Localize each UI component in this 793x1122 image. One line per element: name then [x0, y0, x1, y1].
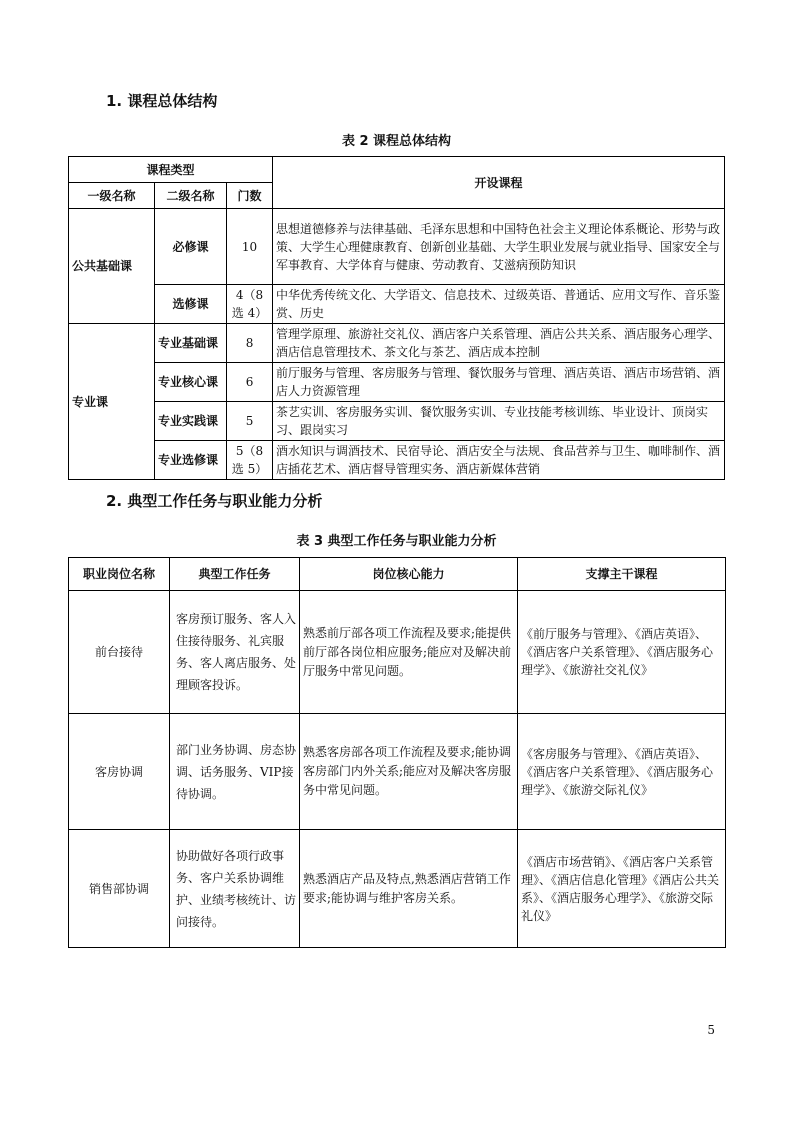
courses-cell: 前厅服务与管理、客房服务与管理、餐饮服务与管理、酒店英语、酒店市场营销、酒店人力资源管理 — [273, 363, 725, 402]
header-support-courses: 支撑主干课程 — [518, 558, 726, 591]
table-row — [69, 402, 725, 441]
ability-cell: 熟悉酒店产品及特点,熟悉酒店营销工作要求;能协调与维护客房关系。 — [300, 830, 518, 948]
table2-caption: 表 2 课程总体结构 — [341, 134, 452, 149]
course-structure-table — [68, 156, 725, 480]
level2-cell: 必修课 — [155, 209, 227, 285]
position-cell: 客房协调 — [69, 714, 170, 830]
support-courses-cell: 《前厅服务与管理》、《酒店英语》、《酒店客户关系管理》、《酒店服务心理学》、《旅游社交礼仪》 — [518, 591, 726, 714]
level2-cell: 专业核心课 — [155, 363, 227, 402]
courses-cell: 酒水知识与调酒技术、民宿导论、酒店安全与法规、食品营养与卫生、咖啡制作、酒店插花艺术、酒店督导管理实务、酒店新媒体营销 — [273, 441, 725, 480]
count-cell: 5（8选 5） — [227, 441, 273, 480]
level1-cell: 专业课 — [69, 324, 155, 480]
table3-caption: 表 3 典型工作任务与职业能力分析 — [296, 534, 497, 549]
header-level1: 一级名称 — [69, 183, 155, 209]
level1-cell: 公共基础课 — [69, 209, 155, 324]
table-row — [69, 441, 725, 480]
level2-cell: 专业选修课 — [155, 441, 227, 480]
table-row — [69, 830, 726, 948]
count-cell: 8 — [227, 324, 273, 363]
count-cell: 4（8选 4） — [227, 285, 273, 324]
position-cell: 前台接待 — [69, 591, 170, 714]
header-task: 典型工作任务 — [170, 558, 300, 591]
table-row — [69, 714, 726, 830]
header-level2: 二级名称 — [155, 183, 227, 209]
support-courses-cell: 《酒店市场营销》、《酒店客户关系管理》、《酒店信息化管理》《酒店公共关系》、《酒店服务心理学》、《旅游交际礼仪》 — [518, 830, 726, 948]
task-ability-table — [68, 557, 726, 948]
level2-cell: 专业实践课 — [155, 402, 227, 441]
header-position: 职业岗位名称 — [69, 558, 170, 591]
table-row — [69, 324, 725, 363]
ability-cell: 熟悉前厅部各项工作流程及要求;能提供前厅部各岗位相应服务;能应对及解决前厅服务中常见问题。 — [300, 591, 518, 714]
count-cell: 5 — [227, 402, 273, 441]
ability-cell: 熟悉客房部各项工作流程及要求;能协调客房部门内外关系;能应对及解决客房服务中常见问题。 — [300, 714, 518, 830]
section-heading-2: 2. 典型工作任务与职业能力分析 — [106, 492, 323, 510]
courses-cell: 思想道德修养与法律基础、毛泽东思想和中国特色社会主义理论体系概论、形势与政策、大学生心理健康教育、创新创业基础、大学生职业发展与就业指导、国家安全与军事教育、大学体育与健康、劳动教育、艾滋病预防知识 — [273, 209, 725, 285]
support-courses-cell: 《客房服务与管理》、《酒店英语》、《酒店客户关系管理》、《酒店服务心理学》、《旅游交际礼仪》 — [518, 714, 726, 830]
task-cell: 部门业务协调、房态协调、话务服务、VIP接待协调。 — [170, 714, 300, 830]
header-course-type: 课程类型 — [69, 157, 273, 183]
header-courses: 开设课程 — [273, 157, 725, 209]
table-row — [69, 285, 725, 324]
task-cell: 协助做好各项行政事务、客户关系协调维护、业绩考核统计、访问接待。 — [170, 830, 300, 948]
count-cell: 10 — [227, 209, 273, 285]
table-row — [69, 591, 726, 714]
section-heading-1: 1. 课程总体结构 — [106, 92, 218, 110]
count-cell: 6 — [227, 363, 273, 402]
page-number: 5 — [707, 1023, 715, 1037]
table-row — [69, 209, 725, 285]
courses-cell: 茶艺实训、客房服务实训、餐饮服务实训、专业技能考核训练、毕业设计、顶岗实习、跟岗实习 — [273, 402, 725, 441]
header-ability: 岗位核心能力 — [300, 558, 518, 591]
table-row — [69, 363, 725, 402]
level2-cell: 选修课 — [155, 285, 227, 324]
header-count: 门数 — [227, 183, 273, 209]
position-cell: 销售部协调 — [69, 830, 170, 948]
courses-cell: 中华优秀传统文化、大学语文、信息技术、过级英语、普通话、应用文写作、音乐鉴赏、历史 — [273, 285, 725, 324]
courses-cell: 管理学原理、旅游社交礼仪、酒店客户关系管理、酒店公共关系、酒店服务心理学、酒店信息管理技术、茶文化与茶艺、酒店成本控制 — [273, 324, 725, 363]
task-cell: 客房预订服务、客人入住接待服务、礼宾服务、客人离店服务、处理顾客投诉。 — [170, 591, 300, 714]
level2-cell: 专业基础课 — [155, 324, 227, 363]
